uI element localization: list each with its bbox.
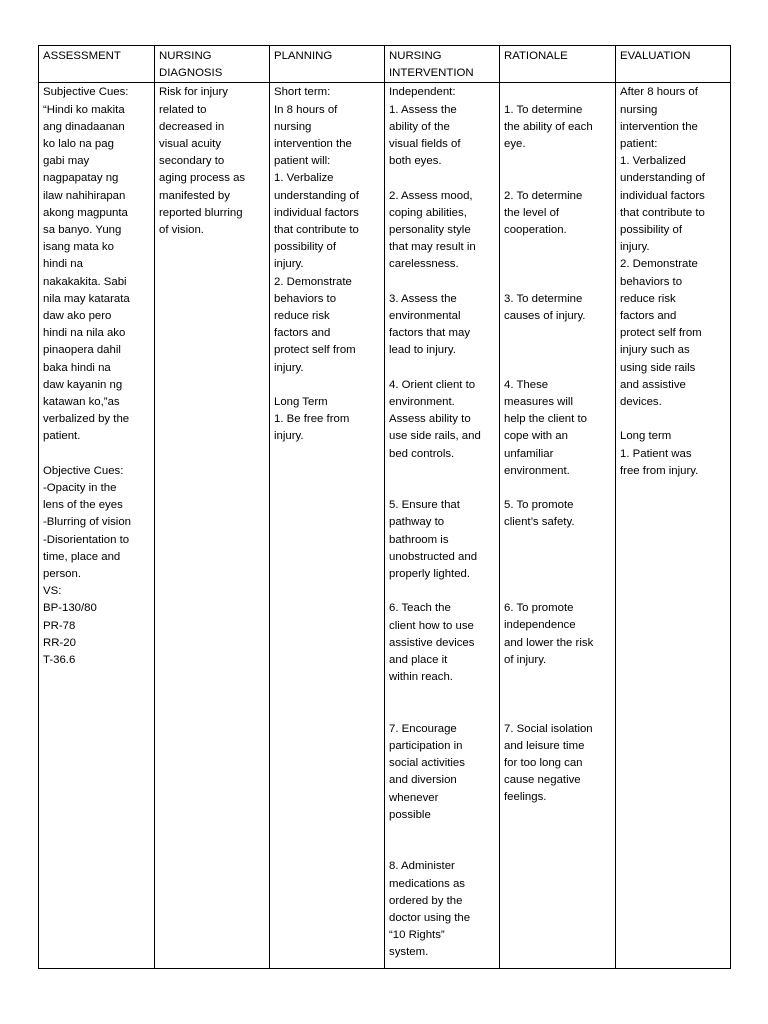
planning-line: understanding of <box>274 189 359 202</box>
rationale-line: causes of injury. <box>504 309 586 322</box>
evaluation-line: Long term <box>620 430 672 443</box>
evaluation-line: factors and <box>620 310 677 323</box>
evaluation-line: After 8 hours of <box>620 86 698 99</box>
rationale-line <box>504 256 611 273</box>
rationale-line <box>504 274 611 291</box>
intervention-line <box>389 170 495 187</box>
assessment-line: ilaw nahihirapan <box>43 189 126 202</box>
rationale-line: eye. <box>504 138 526 150</box>
rationale-line: environment. <box>504 464 570 477</box>
planning-line: patient will: <box>274 155 331 168</box>
rationale-line: the ability of each <box>504 120 593 133</box>
planning-line: nursing <box>274 120 312 133</box>
assessment-line: baka hindi na <box>43 361 111 374</box>
intervention-line: coping abilities, <box>389 206 467 219</box>
diagnosis-line: visual acuity <box>159 138 222 151</box>
assessment-line: verbalized by the <box>43 413 130 426</box>
rationale-line: client’s safety. <box>504 516 575 529</box>
rationale-line: 4. These <box>504 378 549 391</box>
intervention-line <box>389 583 495 600</box>
intervention-line: 6. Teach the <box>389 602 451 615</box>
assessment-line: daw ako pero <box>43 310 112 323</box>
rationale-line <box>504 153 611 170</box>
intervention-line <box>389 824 495 841</box>
diagnosis-line: Risk for injury <box>159 86 228 99</box>
assessment-line: lens of the eyes <box>43 499 123 512</box>
rationale-line: for too long can <box>504 757 583 770</box>
rationale-line: and lower the risk <box>504 636 594 649</box>
intervention-line: ability of the <box>389 120 450 133</box>
intervention-line: client how to use <box>389 619 474 632</box>
planning-line: 2. Demonstrate <box>274 275 352 288</box>
diagnosis-line: aging process as <box>159 172 246 185</box>
assessment-line: BP-130/80 <box>43 602 97 615</box>
assessment-line: hindi na nila ako <box>43 327 126 340</box>
rationale-line: help the client to <box>504 413 587 426</box>
intervention-line <box>389 480 495 497</box>
rationale-line: unfamiliar <box>504 447 554 460</box>
diagnosis-line: secondary to <box>159 155 225 168</box>
evaluation-line: patient: <box>620 138 658 151</box>
rationale-line: the level of <box>504 206 560 219</box>
rationale-line: independence <box>504 619 576 632</box>
diagnosis-line: decreased in <box>159 120 225 133</box>
rationale-line <box>504 549 611 566</box>
assessment-line: patient. <box>43 430 81 443</box>
evaluation-line: and assistive <box>620 378 686 391</box>
planning-line: 1. Verbalize <box>274 172 334 185</box>
header-rationale: RATIONALE <box>500 46 616 83</box>
evaluation-line <box>620 411 726 428</box>
assessment-line: person. <box>43 568 81 581</box>
intervention-line: 7. Encourage <box>389 722 457 735</box>
nursing-care-plan-table <box>38 45 731 969</box>
assessment-line: daw kayanin ng <box>43 378 123 391</box>
intervention-line: 8. Administer <box>389 860 455 873</box>
rationale-line <box>504 669 611 686</box>
header-nursing-diagnosis: NURSING DIAGNOSIS <box>155 46 270 83</box>
intervention-line: system. <box>389 946 429 959</box>
planning-line: factors and <box>274 327 331 340</box>
intervention-line: unobstructed and <box>389 550 478 563</box>
intervention-line: ordered by the <box>389 894 463 907</box>
diagnosis-line: of vision. <box>159 224 204 237</box>
intervention-line: social activities <box>389 757 465 770</box>
rationale-cell <box>500 83 616 969</box>
evaluation-line: injury. <box>620 241 650 254</box>
evaluation-line: individual factors <box>620 189 705 202</box>
rationale-line <box>504 703 611 720</box>
assessment-line <box>43 446 150 463</box>
intervention-line: Assess ability to <box>389 413 471 426</box>
evaluation-line: nursing <box>620 103 658 116</box>
header-evaluation: EVALUATION <box>616 46 731 83</box>
intervention-line <box>389 360 495 377</box>
assessment-line: PR-78 <box>43 619 76 632</box>
content-row <box>39 83 731 969</box>
intervention-line: use side rails, and <box>389 430 481 443</box>
evaluation-line: 2. Demonstrate <box>620 258 698 271</box>
assessment-line: T-36.6 <box>43 654 76 667</box>
evaluation-line: understanding of <box>620 172 705 185</box>
diagnosis-line: related to <box>159 103 207 116</box>
intervention-line: possible <box>389 808 431 821</box>
evaluation-line: intervention the <box>620 120 698 133</box>
evaluation-line: devices. <box>620 396 662 409</box>
evaluation-line: protect self from <box>620 327 702 340</box>
intervention-line: bathroom is <box>389 533 449 546</box>
intervention-line: doctor using the <box>389 912 471 924</box>
planning-line: Long Term <box>274 396 328 409</box>
intervention-line: 2. Assess mood, <box>389 189 473 202</box>
rationale-line: 3. To determine <box>504 292 583 305</box>
assessment-line: -Opacity in the <box>43 482 117 495</box>
rationale-line <box>504 532 611 549</box>
evaluation-cell <box>616 83 731 969</box>
assessment-cell <box>39 83 155 969</box>
rationale-line: 1. To determine <box>504 103 583 116</box>
header-row <box>39 46 731 83</box>
planning-line: injury. <box>274 430 304 443</box>
planning-line: behaviors to <box>274 292 337 305</box>
evaluation-line: injury such as <box>620 344 690 357</box>
intervention-line: Independent: <box>389 86 456 99</box>
assessment-line: isang mata ko <box>43 241 114 254</box>
intervention-line: properly lighted. <box>389 568 471 581</box>
evaluation-line: free from injury. <box>620 464 699 477</box>
rationale-line <box>504 325 611 342</box>
rationale-line <box>504 84 611 101</box>
intervention-line: lead to injury. <box>389 344 456 357</box>
rationale-line <box>504 480 611 497</box>
assessment-line: nakakakita. Sabi <box>43 275 127 288</box>
intervention-line: participation in <box>389 740 463 752</box>
planning-line: injury. <box>274 258 304 271</box>
intervention-line: 4. Orient client to <box>389 378 476 391</box>
planning-line: individual factors <box>274 206 359 219</box>
planning-line <box>274 377 380 394</box>
assessment-line: RR-20 <box>43 636 76 649</box>
intervention-line: “10 Rights” <box>389 929 445 942</box>
assessment-line: ko lalo na pag <box>43 138 114 151</box>
assessment-line: katawan ko,”as <box>43 396 120 409</box>
rationale-line: cooperation. <box>504 223 567 236</box>
intervention-cell <box>385 83 500 969</box>
planning-line: intervention the <box>274 138 352 151</box>
assessment-line: gabi may <box>43 155 90 168</box>
planning-line: 1. Be free from <box>274 413 350 426</box>
assessment-line: sa banyo. Yung <box>43 224 122 237</box>
diagnosis-cell <box>155 83 270 969</box>
rationale-line <box>504 566 611 583</box>
rationale-line: 2. To determine <box>504 189 583 202</box>
intervention-line <box>389 274 495 291</box>
rationale-line: 5. To promote <box>504 499 574 512</box>
intervention-line: within reach. <box>389 671 453 684</box>
planning-line: Short term: <box>274 86 331 99</box>
evaluation-line: using side rails <box>620 361 696 374</box>
planning-line: injury. <box>274 361 304 374</box>
assessment-line: Objective Cues: <box>43 464 124 477</box>
planning-line: In 8 hours of <box>274 103 338 116</box>
planning-cell <box>270 83 385 969</box>
evaluation-line: that contribute to <box>620 206 705 219</box>
intervention-line: factors that may <box>389 327 471 340</box>
evaluation-line: reduce risk <box>620 292 676 305</box>
assessment-line: ang dinadaanan <box>43 120 125 133</box>
intervention-line: and diversion <box>389 774 457 787</box>
diagnosis-line: reported blurring <box>159 206 243 219</box>
intervention-line: whenever <box>389 791 439 804</box>
planning-line: possibility of <box>274 241 337 254</box>
planning-line: protect self from <box>274 344 356 357</box>
intervention-line: personality style <box>389 224 471 237</box>
evaluation-line: 1. Patient was <box>620 447 692 460</box>
planning-line: that contribute to <box>274 224 359 237</box>
intervention-line: medications as <box>389 877 465 890</box>
rationale-line <box>504 342 611 359</box>
assessment-line: nila may katarata <box>43 292 130 305</box>
evaluation-line: possibility of <box>620 224 683 237</box>
intervention-line <box>389 704 495 721</box>
rationale-line <box>504 583 611 600</box>
assessment-line: time, place and <box>43 550 121 563</box>
rationale-line: of injury. <box>504 653 547 666</box>
header-nursing-intervention: NURSING INTERVENTION <box>385 46 500 83</box>
assessment-line: Subjective Cues: <box>43 86 129 99</box>
diagnosis-line: manifested by <box>159 189 230 202</box>
planning-line: reduce risk <box>274 310 330 323</box>
evaluation-line: behaviors to <box>620 275 683 288</box>
intervention-line: and place it <box>389 654 448 667</box>
rationale-line: feelings. <box>504 791 547 804</box>
evaluation-line: 1. Verbalized <box>620 155 686 168</box>
rationale-line: measures will <box>504 395 573 408</box>
header-planning: PLANNING <box>270 46 385 83</box>
intervention-line: that may result in <box>389 241 476 254</box>
intervention-line: carelessness. <box>389 258 459 271</box>
intervention-line: visual fields of <box>389 138 461 151</box>
rationale-line <box>504 239 611 256</box>
intervention-line: 1. Assess the <box>389 103 457 116</box>
intervention-line: environment. <box>389 396 455 409</box>
assessment-line: -Disorientation to <box>43 533 130 546</box>
intervention-line <box>389 686 495 703</box>
intervention-line: 5. Ensure that <box>389 499 460 512</box>
intervention-line <box>389 841 495 858</box>
intervention-line: pathway to <box>389 516 445 529</box>
intervention-line: both eyes. <box>389 155 442 168</box>
rationale-line: cause negative <box>504 774 581 787</box>
assessment-line: VS: <box>43 585 62 598</box>
rationale-line: 7. Social isolation <box>504 722 593 735</box>
intervention-line: 3. Assess the <box>389 292 457 305</box>
assessment-line: hindi na <box>43 258 83 271</box>
rationale-line: 6. To promote <box>504 602 574 615</box>
assessment-line: pinaopera dahil <box>43 344 121 357</box>
assessment-line: -Blurring of vision <box>43 516 131 529</box>
intervention-line: environmental <box>389 310 461 323</box>
rationale-line <box>504 170 611 187</box>
rationale-line: cope with an <box>504 430 568 443</box>
header-assessment: ASSESSMENT <box>39 46 155 83</box>
intervention-line: assistive devices <box>389 636 475 649</box>
intervention-line: bed controls. <box>389 447 455 460</box>
assessment-line: akong magpunta <box>43 206 128 219</box>
assessment-line: “Hindi ko makita <box>43 103 125 116</box>
intervention-line <box>389 463 495 480</box>
rationale-line: and leisure time <box>504 739 585 752</box>
rationale-line <box>504 686 611 703</box>
rationale-line <box>504 360 611 377</box>
assessment-line: nagpapatay ng <box>43 172 119 185</box>
